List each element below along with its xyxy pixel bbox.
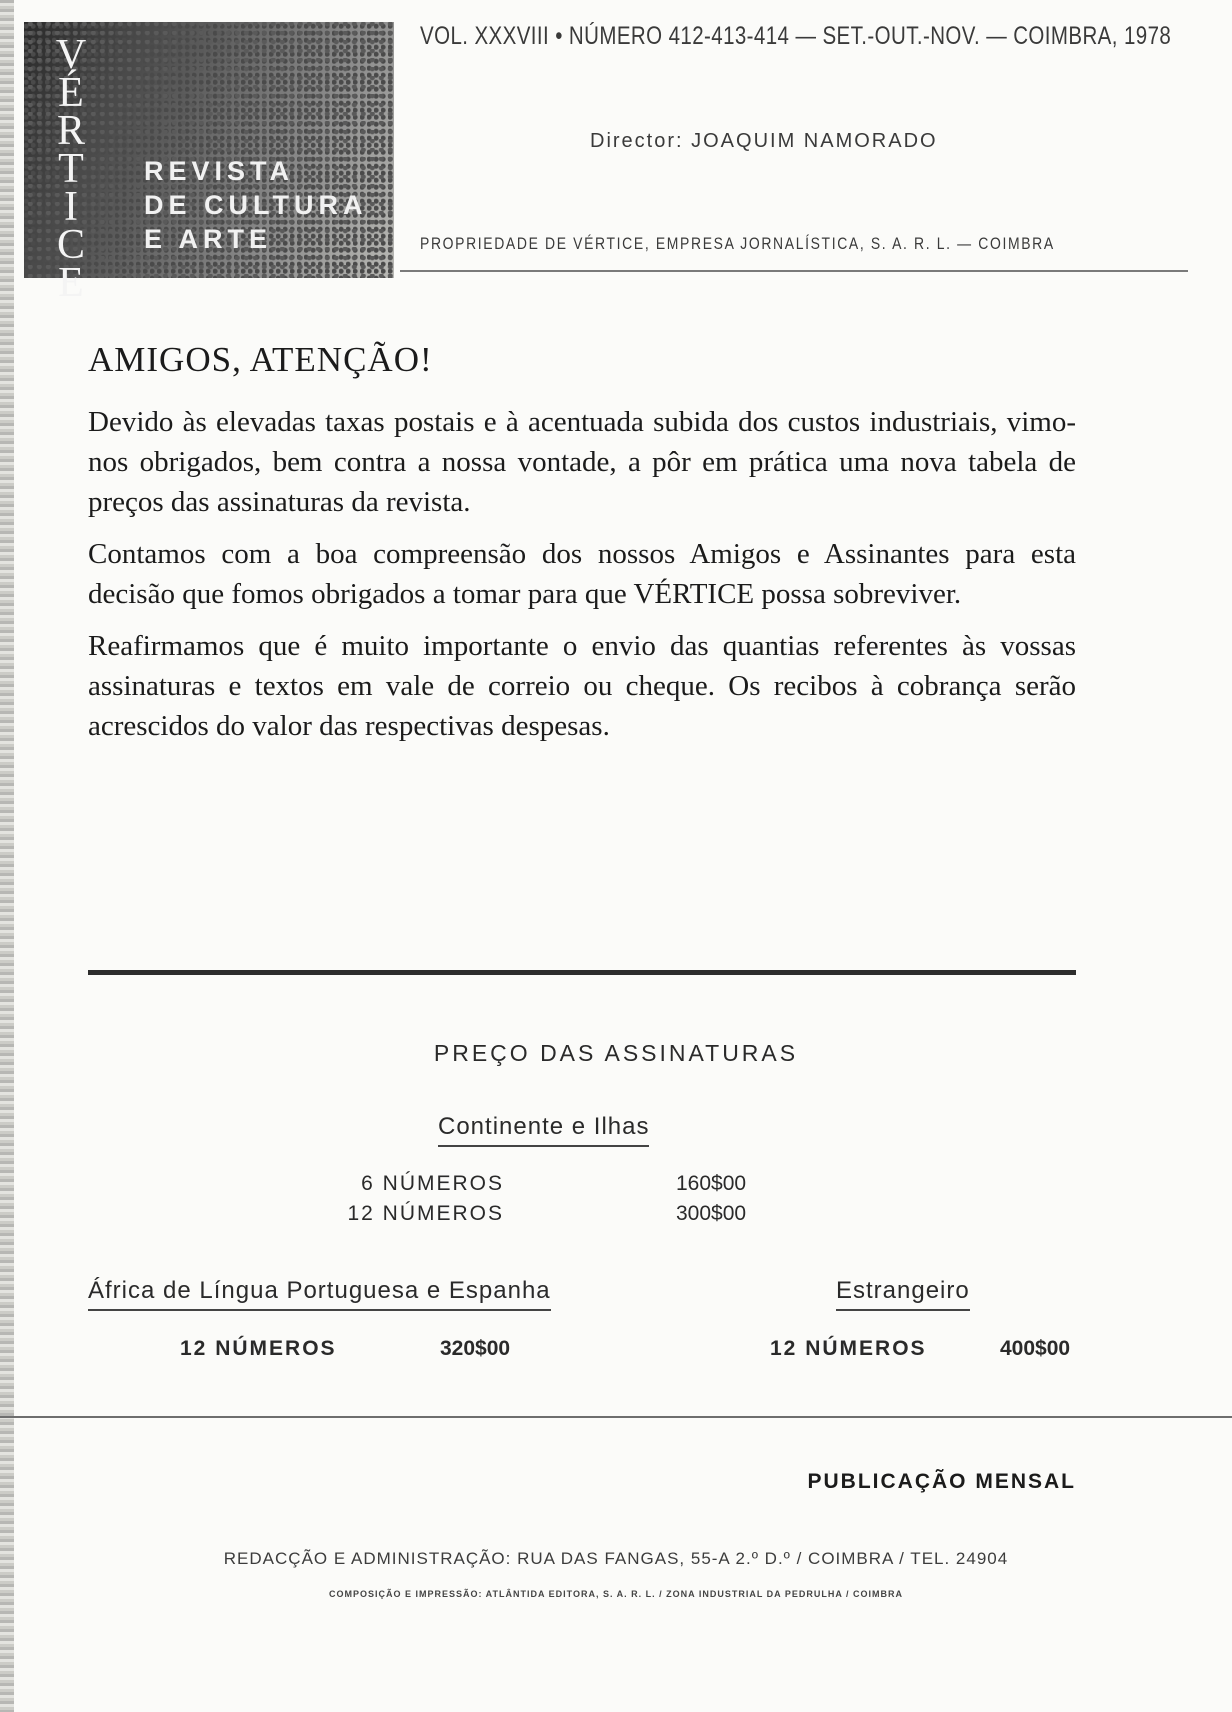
masthead-rule <box>400 270 1188 272</box>
logo-letter: E <box>58 260 84 306</box>
owner-line: PROPRIEDADE DE VÉRTICE, EMPRESA JORNALÍSTICA, S. A. R. L. — COIMBRA <box>420 234 1055 253</box>
price-value: 160$00 <box>676 1172 747 1195</box>
logo-line: REVISTA <box>144 156 295 186</box>
price-value: 400$00 <box>1000 1337 1071 1360</box>
price-label: 12 NÚMEROS <box>347 1202 504 1225</box>
logo-subtitle <box>144 154 367 256</box>
logo-letter: É <box>58 70 84 116</box>
price-value: 300$00 <box>676 1202 747 1225</box>
vertice-logo <box>24 22 394 306</box>
notice-section <box>88 340 1076 758</box>
scan-edge <box>0 0 14 1712</box>
footer-rule <box>0 1416 1232 1418</box>
notice-paragraph: Reafirmamos que é muito importante o envio das quantias referentes às vossas assinaturas e textos em vale de correio ou cheque. Os recibos à cobrança serão acrescidos do valor das respectivas despesas. <box>88 630 1076 742</box>
notice-paragraph: Contamos com a boa compreensão dos nossos Amigos e Assinantes para esta decisão que fomos obrigados a tomar para que VÉRTICE possa sobreviver. <box>88 538 1076 610</box>
price-label: 6 NÚMEROS <box>361 1172 504 1195</box>
price-label: 12 NÚMEROS <box>770 1337 927 1360</box>
logo-letter: C <box>56 222 85 268</box>
africa-heading: África de Língua Portuguesa e Espanha <box>88 1277 551 1311</box>
price-value: 320$00 <box>440 1337 511 1360</box>
price-label: 12 NÚMEROS <box>180 1337 337 1360</box>
logo-line: E ARTE <box>144 224 273 254</box>
publication-frequency: PUBLICAÇÃO MENSAL <box>807 1470 1076 1493</box>
director-line: Director: JOAQUIM NAMORADO <box>590 130 938 152</box>
issue-line: VOL. XXXVIII • NÚMERO 412-413-414 — SET.-OUT.-NOV. — COIMBRA, 1978 <box>420 22 1172 50</box>
logo-letter: T <box>58 146 84 192</box>
masthead-info <box>420 22 1200 253</box>
section-rule <box>88 970 1076 975</box>
address-line: REDACÇÃO E ADMINISTRAÇÃO: RUA DAS FANGAS, 55-A 2.º D.º / COIMBRA / TEL. 24904 <box>223 1549 1009 1568</box>
logo-letter: V <box>55 32 87 78</box>
notice-paragraph: Devido às elevadas taxas postais e à acentuada subida dos custos industriais, vimo-nos obrigados, bem contra a nossa vontade, a pôr em prática uma nova tabela de preços das assinaturas da revista. <box>88 406 1076 518</box>
notice-title: AMIGOS, ATENÇÃO! <box>88 340 433 379</box>
prices-title: PREÇO DAS ASSINATURAS <box>433 1040 799 1066</box>
printer-line: COMPOSIÇÃO E IMPRESSÃO: ATLÂNTIDA EDITORA, S. A. R. L. / ZONA INDUSTRIAL DA PEDRULHA / COIMBRA <box>328 1589 903 1599</box>
logo-letter: R <box>56 108 85 154</box>
logo-letter: I <box>64 184 78 230</box>
estrangeiro-heading: Estrangeiro <box>836 1277 970 1311</box>
continente-heading: Continente e Ilhas <box>438 1113 649 1147</box>
logo-line: DE CULTURA <box>144 190 368 220</box>
logo-vertical-title <box>54 32 88 306</box>
